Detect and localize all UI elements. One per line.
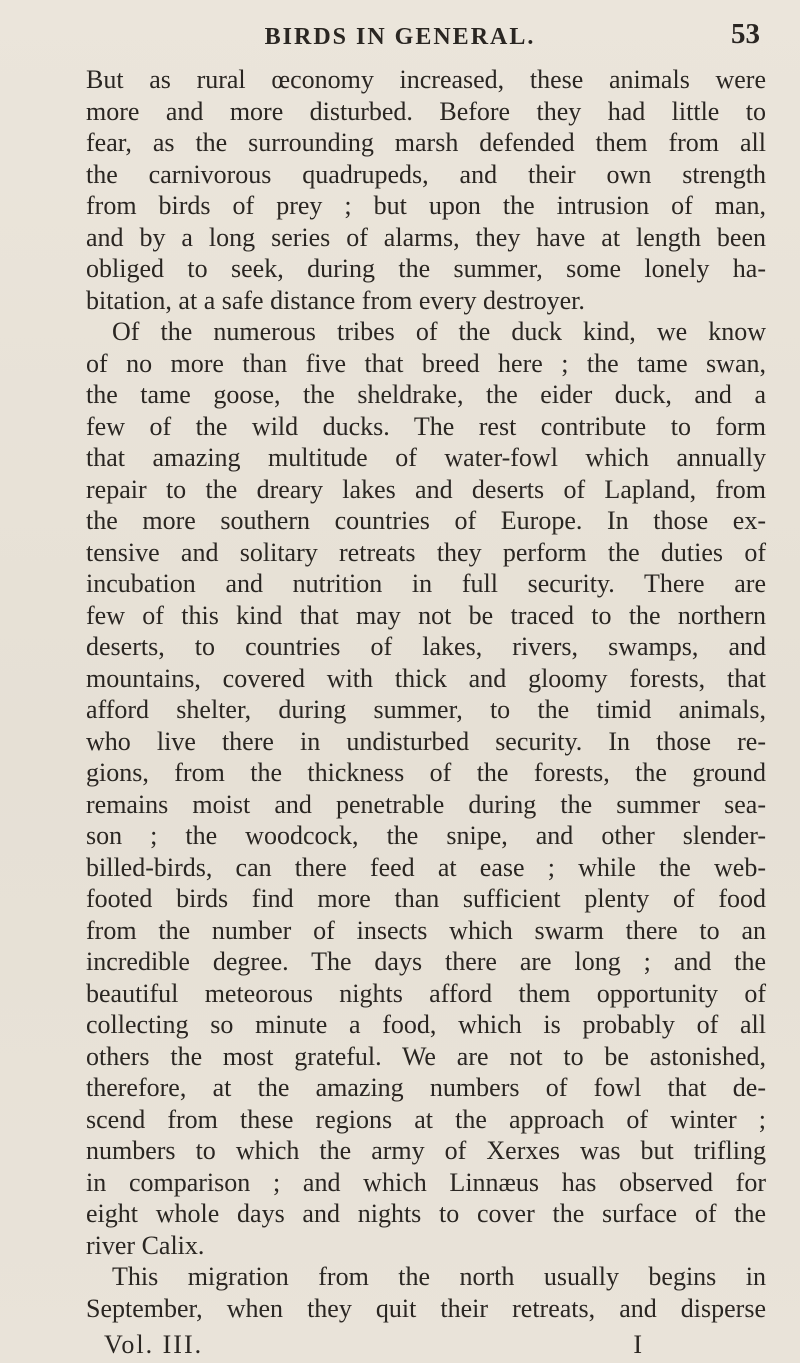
text-line: the carnivorous quadrupeds, and their own strength [86,159,766,189]
body-text [86,64,766,1324]
text-line: repair to the dreary lakes and deserts of Lapland, from [86,474,766,504]
text-line: fear, as the surrounding marsh defended them from all [86,128,766,157]
text-line: remains moist and penetrable during the summer sea- [86,789,766,819]
volume-label: Vol. III. [104,1330,204,1359]
text-line: who live there in undisturbed security. In those re- [86,726,766,756]
signature-line [104,1330,664,1360]
text-line: from the number of insects which swarm there to an [86,915,766,945]
text-line: numbers to which the army of Xerxes was but trifling [86,1136,766,1165]
text-line: river Calix. [86,1230,205,1260]
text-line: that amazing multitude of water-fowl which annually [86,443,766,472]
text-line: few of this kind that may not be traced to the northern [86,600,766,630]
text-line: obliged to seek, during the summer, some lonely ha- [86,254,766,283]
text-line: bitation, at a safe distance from every destroyer. [86,285,585,315]
text-line: more and more disturbed. Before they had little to [86,96,766,126]
text-line: deserts, to countries of lakes, rivers, swamps, and [86,632,766,661]
running-title: BIRDS IN GENERAL. [264,24,536,50]
text-line: billed-birds, can there feed at ease ; while the web- [86,852,766,882]
text-line: Of the numerous tribes of the duck kind, we know [112,317,766,346]
text-line: This migration from the north usually begins in [112,1262,766,1291]
text-line: footed birds find more than sufficient plenty of food [86,884,766,913]
text-line: the tame goose, the sheldrake, the eider duck, and a [86,380,766,409]
text-line: of no more than five that breed here ; the tame swan, [86,348,766,378]
text-line: gions, from the thickness of the forests, the ground [86,758,766,787]
text-line: few of the wild ducks. The rest contribute to form [86,411,766,441]
text-line: from birds of prey ; but upon the intrusion of man, [86,191,766,220]
text-line: tensive and solitary retreats they perform the duties of [86,537,766,567]
text-line: the more southern countries of Europe. In those ex- [86,506,766,535]
running-head [0,18,800,58]
text-line: September, when they quit their retreats, and disperse [86,1293,766,1323]
text-line: others the most grateful. We are not to be astonished, [86,1041,766,1071]
text-line: beautiful meteorous nights afford them opportunity of [86,978,766,1008]
text-line: eight whole days and nights to cover the surface of the [86,1199,766,1228]
signature-mark: I [633,1330,642,1359]
text-line: and by a long series of alarms, they have at length been [86,222,766,252]
text-line: incubation and nutrition in full security. There are [86,569,766,598]
text-line: scend from these regions at the approach of winter ; [86,1104,766,1134]
text-line: But as rural œconomy increased, these animals were [86,65,766,94]
text-line: collecting so minute a food, which is probably of all [86,1010,766,1039]
text-line: incredible degree. The days there are long ; and the [86,947,766,976]
text-line: afford shelter, during summer, to the timid animals, [86,695,766,724]
page-number: 53 [731,18,760,50]
text-line: son ; the woodcock, the snipe, and other slender- [86,821,766,850]
text-line: in comparison ; and which Linnæus has observed for [86,1167,766,1197]
text-line: therefore, at the amazing numbers of fowl that de- [86,1073,766,1102]
text-line: mountains, covered with thick and gloomy forests, that [86,663,766,693]
